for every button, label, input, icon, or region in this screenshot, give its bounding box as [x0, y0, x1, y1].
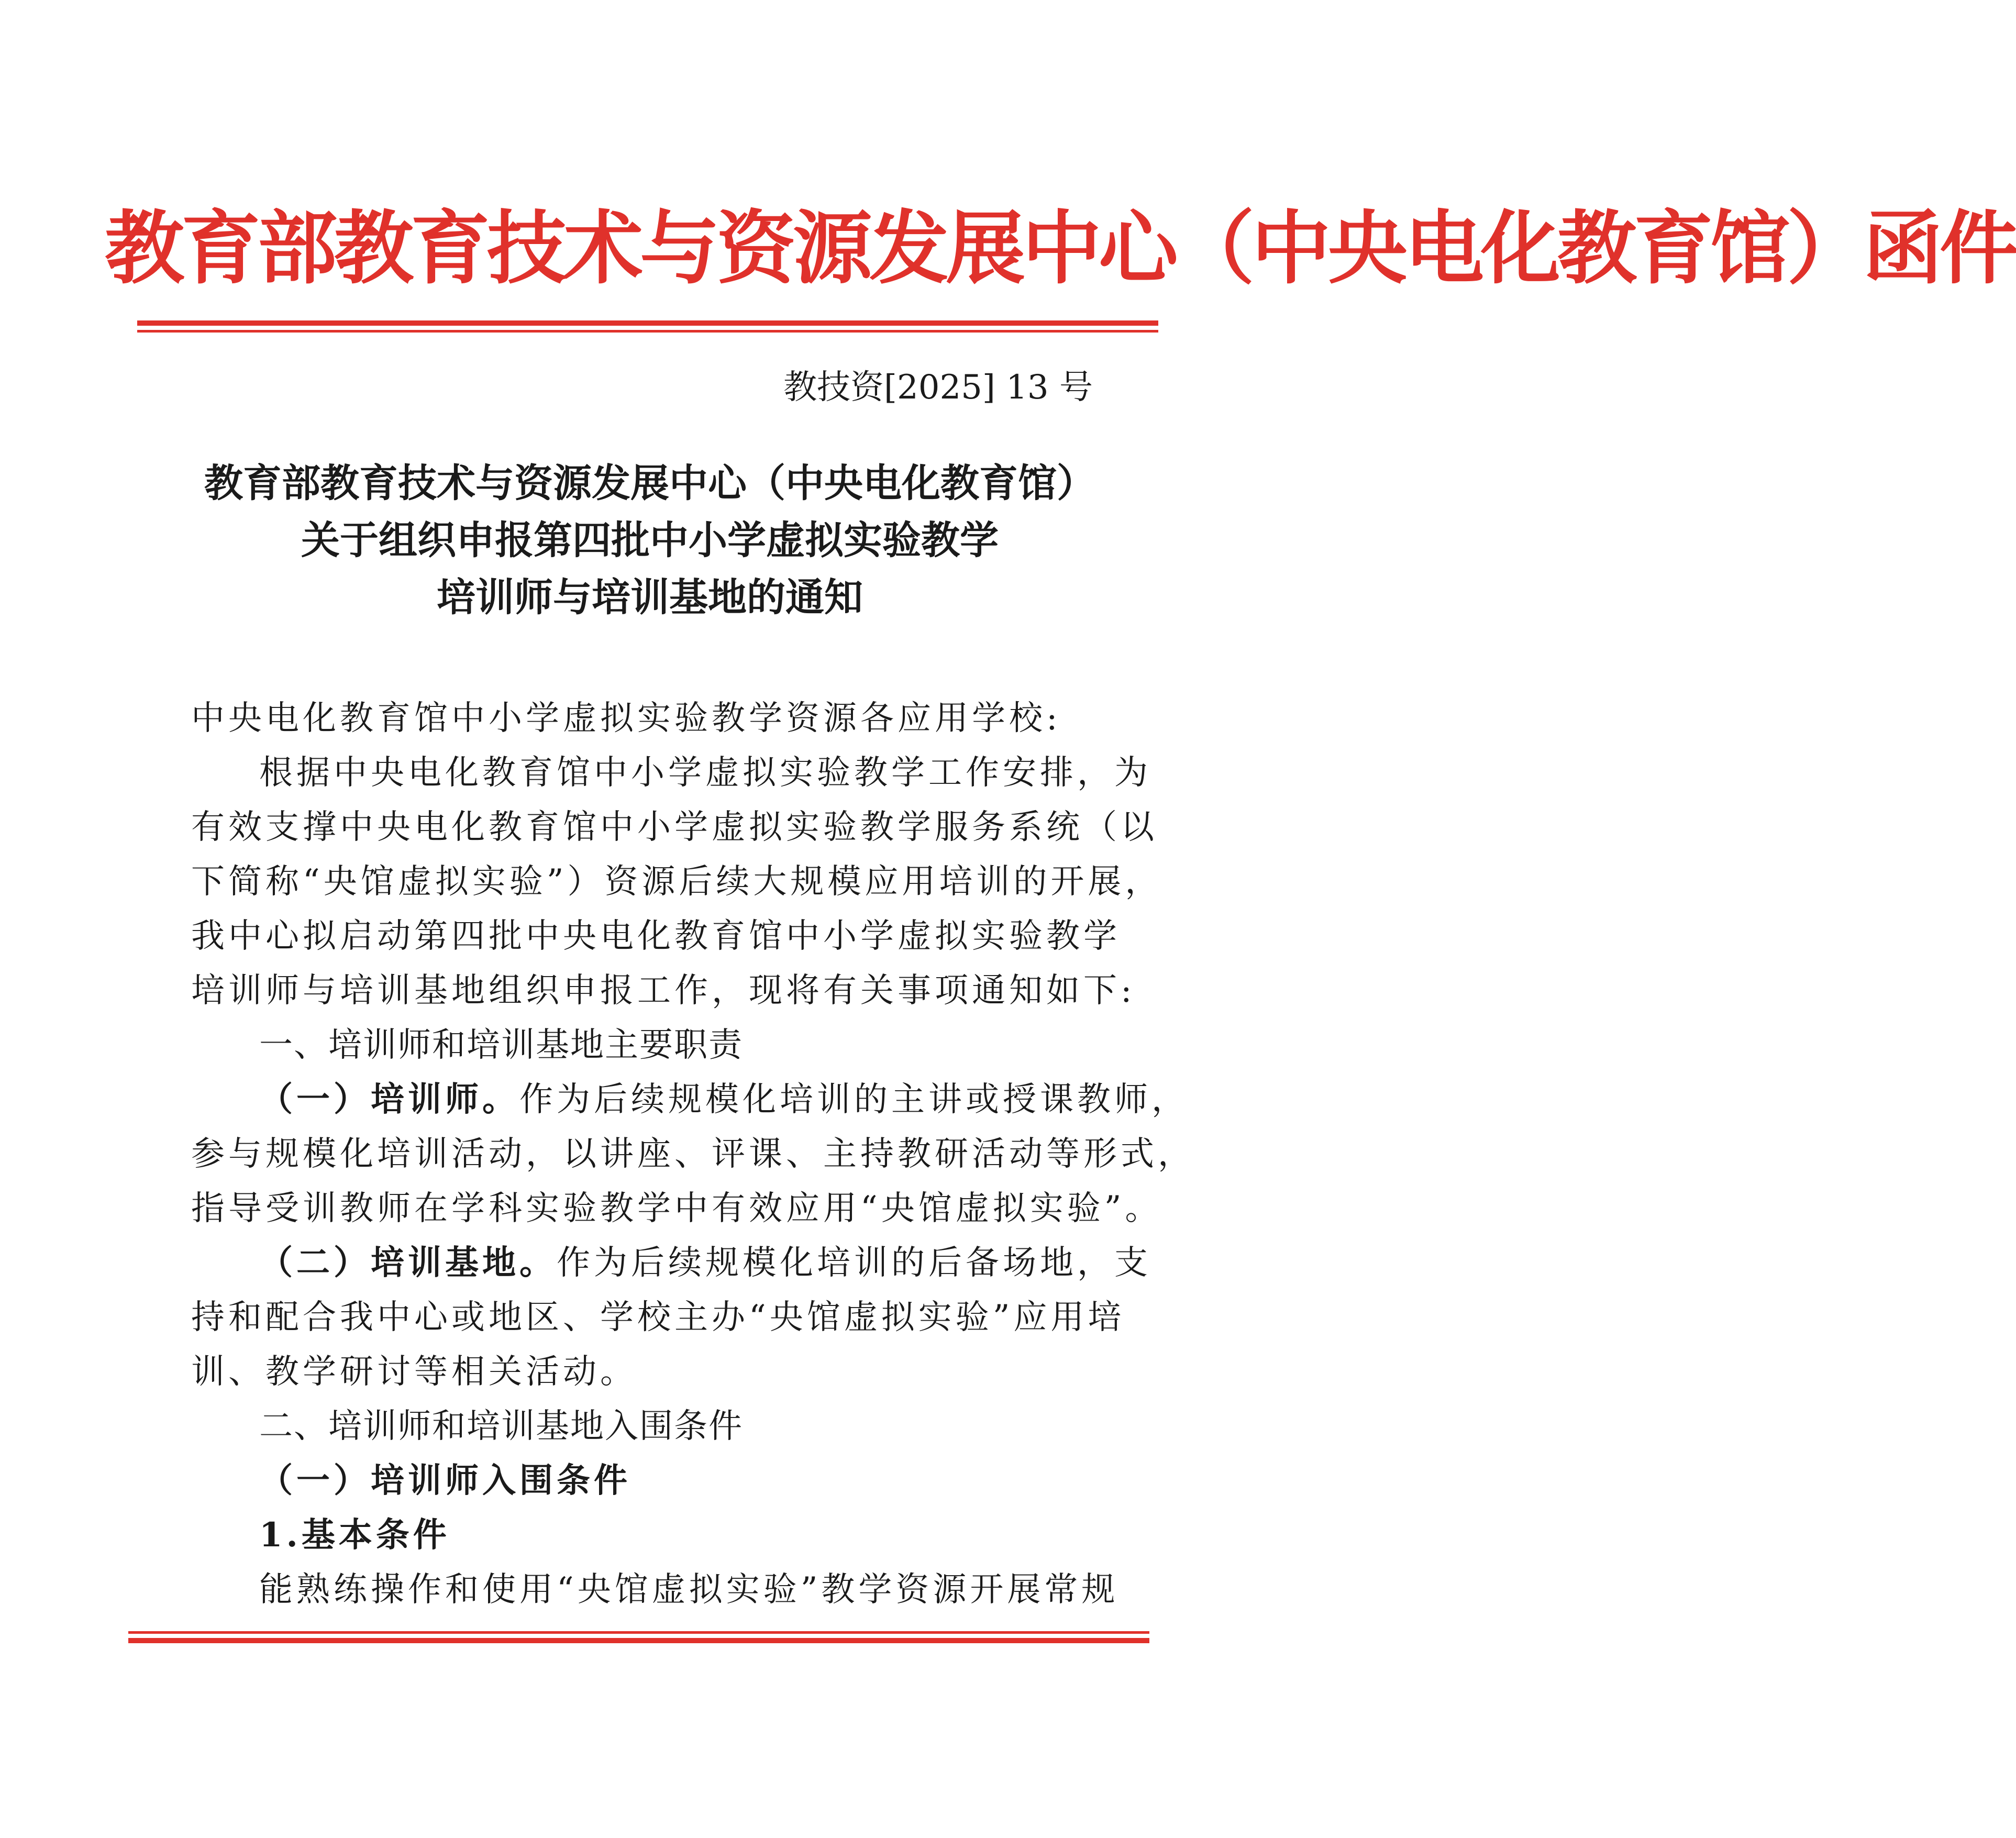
section-2-heading: 二、培训师和培训基地入围条件 — [259, 1407, 743, 1446]
item-2-line-2: 持和配合我中心或地区、学校主办“央馆虚拟实验”应用培 — [191, 1298, 1125, 1337]
intro-line-5: 培训师与培训基地组织申报工作，现将有关事项通知如下: — [191, 971, 1136, 1010]
section-2-sub-heading: （一）培训师入围条件 — [259, 1461, 631, 1500]
item-1-text: 作为后续规模化培训的主讲或授课教师， — [519, 1080, 1189, 1119]
intro-line-2: 有效支撑中央电化教育馆中小学虚拟实验教学服务系统（以 — [191, 808, 1158, 847]
intro-line-3: 下简称“央馆虚拟实验”）资源后续大规模应用培训的开展， — [191, 862, 1162, 901]
intro-line-1: 根据中央电化教育馆中小学虚拟实验教学工作安排，为 — [259, 754, 1151, 792]
item-1-line-2: 参与规模化培训活动，以讲座、评课、主持教研活动等形式， — [191, 1135, 1195, 1173]
header-rule-thick — [137, 320, 1158, 326]
section-2-last-line: 能熟练操作和使用“央馆虚拟实验”教学资源开展常规 — [259, 1570, 1119, 1609]
item-2-text: 作为后续规模化培训的后备场地，支 — [557, 1244, 1151, 1282]
section-1-item-2 — [259, 1236, 1176, 1290]
footer-rule-thick — [128, 1638, 1149, 1643]
document-number: 教技资[2025] 13 号 — [783, 368, 1093, 407]
header-rule-thin — [137, 330, 1158, 333]
section-1-item-1 — [259, 1072, 1189, 1127]
salutation: 中央电化教育馆中小学虚拟实验教学资源各应用学校: — [191, 699, 1061, 738]
item-2-line-3: 训、教学研讨等相关活动。 — [191, 1353, 637, 1391]
section-2-sub-sub-heading: 1.基本条件 — [259, 1515, 450, 1555]
intro-line-4: 我中心拟启动第四批中央电化教育馆中小学虚拟实验教学 — [191, 917, 1121, 956]
letterhead-title: 教育部教育技术与资源发展中心（中央电化教育馆）函件 — [105, 202, 2016, 295]
notice-title-line-1: 教育部教育技术与资源发展中心（中央电化教育馆） — [204, 461, 1095, 506]
section-1-heading: 一、培训师和培训基地主要职责 — [259, 1026, 743, 1065]
item-2-label: （二）培训基地。 — [259, 1243, 557, 1282]
footer-rule-thin — [128, 1631, 1149, 1634]
item-1-line-3: 指导受训教师在学科实验教学中有效应用“央馆虚拟实验”。 — [191, 1189, 1162, 1228]
notice-title-line-2: 关于组织申报第四批中小学虚拟实验教学 — [301, 518, 999, 563]
item-1-label: （一）培训师。 — [259, 1080, 519, 1119]
notice-title-line-3: 培训师与培训基地的通知 — [437, 575, 863, 620]
